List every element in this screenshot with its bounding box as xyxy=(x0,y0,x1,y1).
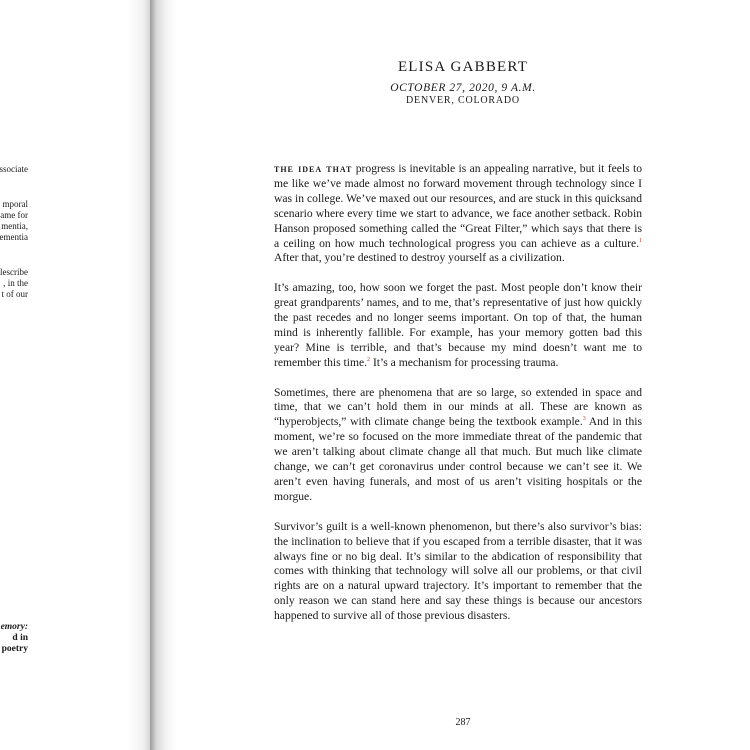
paragraph-2-text-end: It’s a mechanism for processing trauma. xyxy=(370,355,559,369)
paragraph-1-text-end: After that, you’re destined to destroy yourself as a civilization. xyxy=(274,251,565,265)
paragraph-3-text: Sometimes, there are phenomena that are so large, so extended in space and time, that we can’t hold them in our minds at all. These are known as “hyperobjects,” with climate change being the textbook example. xyxy=(274,385,642,429)
left-bottom-line-1: emory: xyxy=(0,622,28,632)
paragraph-1-text: progress is inevitable is an appealing narrative, but it feels to me like we’ve made almost no forward movement through technology since I was in college. We’ve maxed out our resources, and are stuck in this quicksand scenario where every time we start to advance, we face another setback. Robin Hanson proposed something called the “Great Filter,” which says that there is a ceiling on how much technological progress you can achieve as a culture. xyxy=(274,162,642,250)
paragraph-1 xyxy=(274,162,642,266)
body-text xyxy=(274,162,642,639)
paragraph-3-text-end: And in this moment, we’re so focused on the more immediate threat of the pandemic that we aren’t talking about climate change all that much. But much like climate change, we can’t get coronavirus under control because we can’t see it. We aren’t even having funerals, and most of us aren’t visiting hospitals or the morgue. xyxy=(274,415,642,503)
left-fragment-6: lescribe xyxy=(0,267,28,277)
entry-location: DENVER, COLORADO xyxy=(406,95,520,106)
left-fragment-8: t of our xyxy=(1,289,28,299)
left-fragment-4: mentia, xyxy=(1,221,28,231)
footnote-marker-1[interactable]: 1 xyxy=(639,237,642,244)
page-number: 287 xyxy=(455,717,471,728)
right-page xyxy=(176,0,750,750)
entry-date: OCTOBER 27, 2020, 9 A.M. xyxy=(390,82,536,94)
left-fragment-1: ssociate xyxy=(0,164,28,174)
paragraph-3 xyxy=(274,386,642,505)
author-name: ELISA GABBERT xyxy=(397,59,529,75)
footnote-marker-2[interactable]: 2 xyxy=(367,356,371,363)
left-bottom-line-2: d in xyxy=(12,633,28,643)
paragraph-2-text: It’s amazing, too, how soon we forget the past. Most people don’t know their great grandparents’ names, and to me, that’s representative of just how quickly the past recedes and no longer seems important. On top of that, the human mind is inherently fallible. For example, has your memory gotten bad this year? Mine is terrible, and that’s because my mind doesn’t want me to remember this time. xyxy=(274,281,642,369)
entry-header xyxy=(176,58,750,107)
left-fragment-5: ementia xyxy=(0,232,28,242)
paragraph-2 xyxy=(274,281,642,370)
paragraph-4: Survivor’s guilt is a well-known phenomenon, but there’s also survivor’s bias: the inclination to believe that if you escaped from a terrible disaster, that it was always fine or no big deal. It’s similar to the abdication of responsibility that comes with thinking that technology will solve all our problems, or that civil rights are on a natural upward trajectory. It’s important to remember that the only reason we can stand here and say these things is because our ancestors happened to survive all of those previous disasters. xyxy=(274,519,642,623)
book-gutter-shadow-left xyxy=(128,0,150,750)
left-bottom-line-3: poetry xyxy=(1,644,28,654)
left-fragment-3: ame for xyxy=(0,210,28,220)
left-fragment-2: mporal xyxy=(2,199,28,209)
lead-in: the idea that xyxy=(274,163,353,175)
left-fragment-7: , in the xyxy=(3,278,28,288)
footnote-marker-3[interactable]: 3 xyxy=(582,416,586,423)
book-gutter-shadow xyxy=(150,0,176,750)
